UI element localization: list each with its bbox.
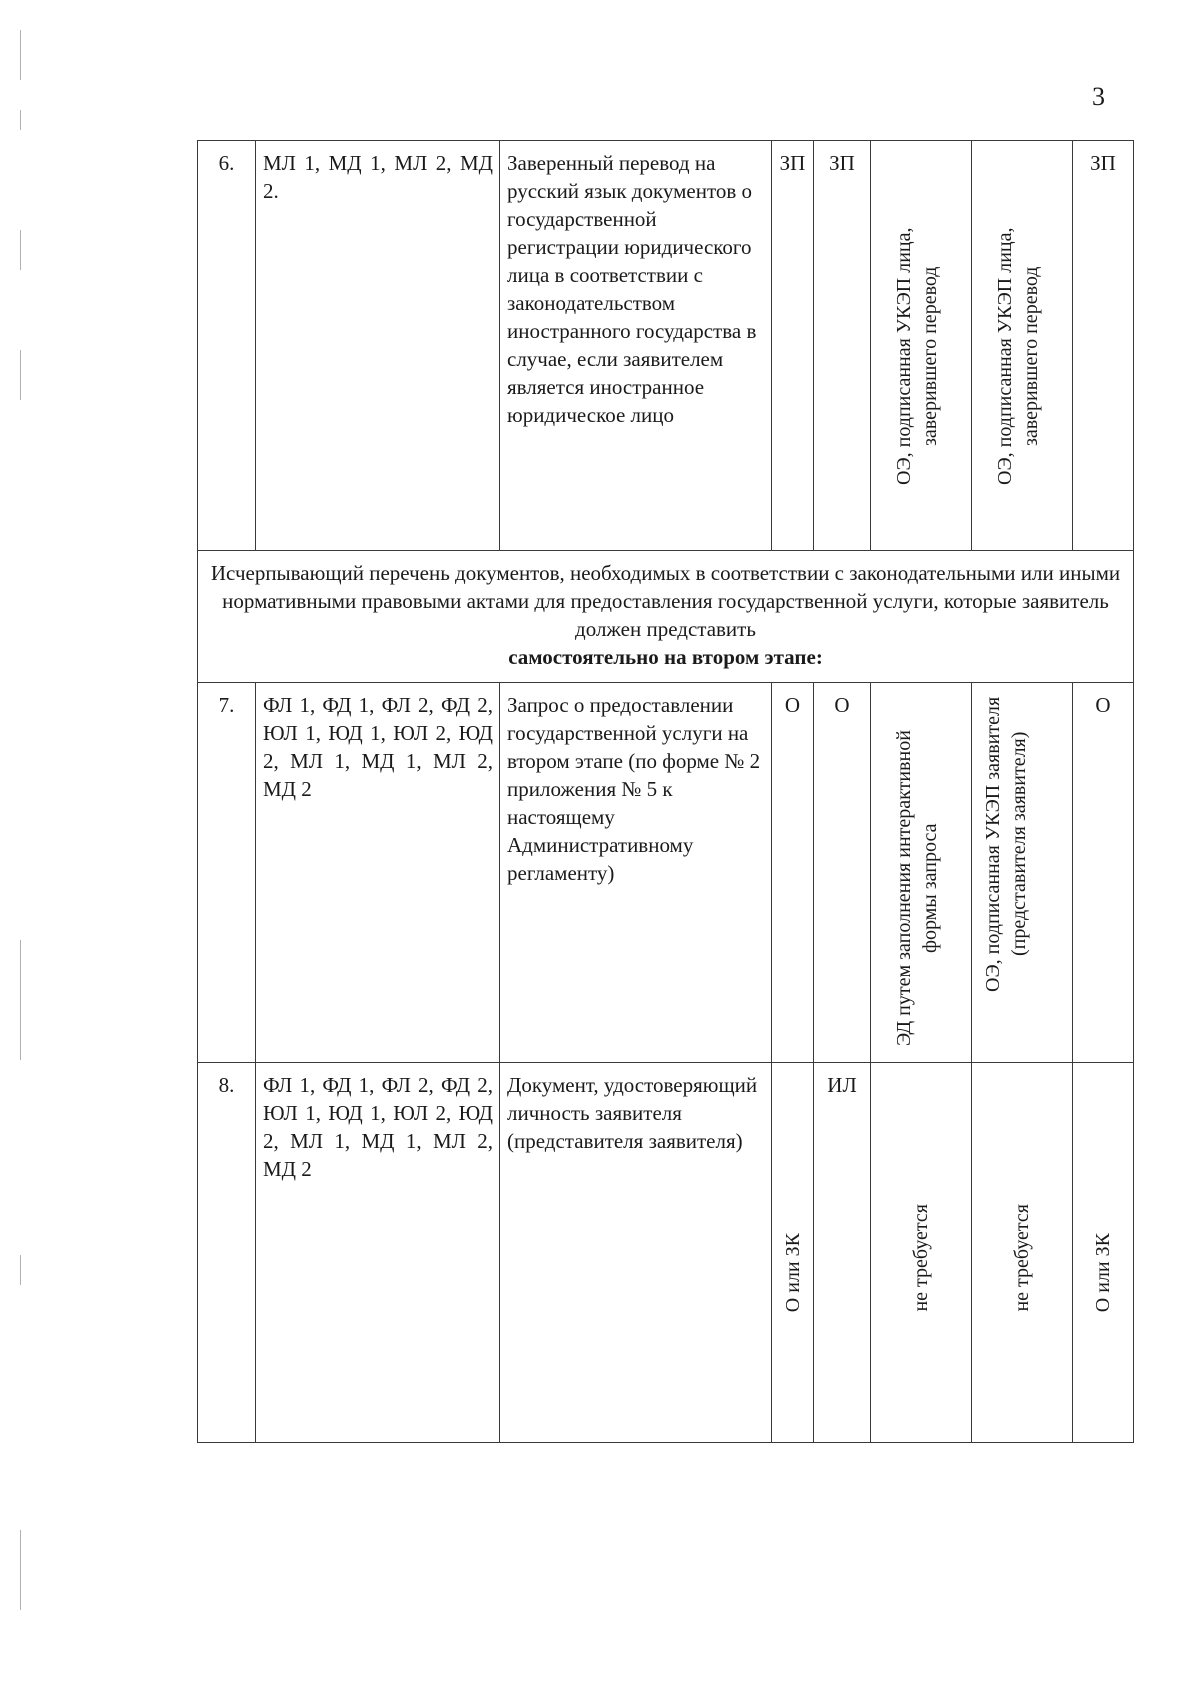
submission-form-code: ЗП xyxy=(772,141,814,551)
electronic-form-cell xyxy=(871,141,972,551)
document-name: Документ, удостоверяющий личность заявителя (представителя заявителя) xyxy=(500,1063,772,1443)
electronic-form-text: ОЭ, подписанная УКЭП лица, заверившего перевод xyxy=(893,227,941,485)
submission-form-cell xyxy=(772,1063,814,1443)
document-name: Заверенный перевод на русский язык документов о государственной регистрации юридического лица в соответствии с законодательством иностранного государства в случае, если заявителем является иностранное юридическое лицо xyxy=(500,141,772,551)
electronic-form-text: ОЭ, подписанная УКЭП заявителя (представителя заявителя) xyxy=(982,696,1030,992)
applicant-categories: МЛ 1, МД 1, МЛ 2, МД 2. xyxy=(256,141,500,551)
submission-form-code: О xyxy=(1073,683,1134,1063)
scan-mark xyxy=(20,110,21,130)
submission-form-code: ИЛ xyxy=(814,1063,871,1443)
applicant-categories: ФЛ 1, ФД 1, ФЛ 2, ФД 2, ЮЛ 1, ЮД 1, ЮЛ 2, ЮД 2, МЛ 1, МД 1, МЛ 2, МД 2 xyxy=(256,1063,500,1443)
submission-form-cell xyxy=(1073,1063,1134,1443)
electronic-form-cell xyxy=(871,683,972,1063)
requirements-table xyxy=(197,140,1134,1443)
scan-mark xyxy=(20,230,21,270)
section-heading-row xyxy=(198,551,1134,683)
table-row-7 xyxy=(198,683,1134,1063)
submission-form-code: О xyxy=(772,683,814,1063)
submission-form-code: ЗП xyxy=(1073,141,1134,551)
electronic-form-text: не требуется xyxy=(910,1204,932,1312)
electronic-form-text: ЭД путем заполнения интерактивной формы запроса xyxy=(893,730,941,1046)
section-heading xyxy=(198,551,1134,683)
row-number: 7. xyxy=(198,683,256,1063)
table-row-8 xyxy=(198,1063,1134,1443)
electronic-form-cell xyxy=(972,1063,1073,1443)
table-row-6 xyxy=(198,141,1134,551)
electronic-form-text: не требуется xyxy=(1011,1204,1033,1312)
row-number: 6. xyxy=(198,141,256,551)
electronic-form-cell xyxy=(871,1063,972,1443)
scan-mark xyxy=(20,350,21,400)
section-heading-bold: самостоятельно на втором этапе: xyxy=(508,645,823,669)
scan-mark xyxy=(20,1530,21,1610)
row-number: 8. xyxy=(198,1063,256,1443)
submission-form-code: ЗП xyxy=(814,141,871,551)
electronic-form-cell xyxy=(972,141,1073,551)
scan-mark xyxy=(20,1255,21,1285)
scan-mark xyxy=(20,30,21,80)
electronic-form-cell xyxy=(972,683,1073,1063)
submission-form-code: О или ЗК xyxy=(781,1232,804,1312)
submission-form-code: О или ЗК xyxy=(1092,1232,1114,1312)
page-number: 3 xyxy=(1092,82,1105,111)
electronic-form-text: ОЭ, подписанная УКЭП лица, заверившего перевод xyxy=(994,227,1042,485)
applicant-categories: ФЛ 1, ФД 1, ФЛ 2, ФД 2, ЮЛ 1, ЮД 1, ЮЛ 2, ЮД 2, МЛ 1, МД 1, МЛ 2, МД 2 xyxy=(256,683,500,1063)
section-heading-text: Исчерпывающий перечень документов, необходимых в соответствии с законодательными или иными нормативными правовыми актами для предоставления государственной услуги, которые заявитель должен представить xyxy=(210,561,1121,641)
document-name: Запрос о предоставлении государственной услуги на втором этапе (по форме № 2 приложения № 5 к настоящему Административному регламенту) xyxy=(500,683,772,1063)
submission-form-code: О xyxy=(814,683,871,1063)
scan-mark xyxy=(20,940,21,1060)
